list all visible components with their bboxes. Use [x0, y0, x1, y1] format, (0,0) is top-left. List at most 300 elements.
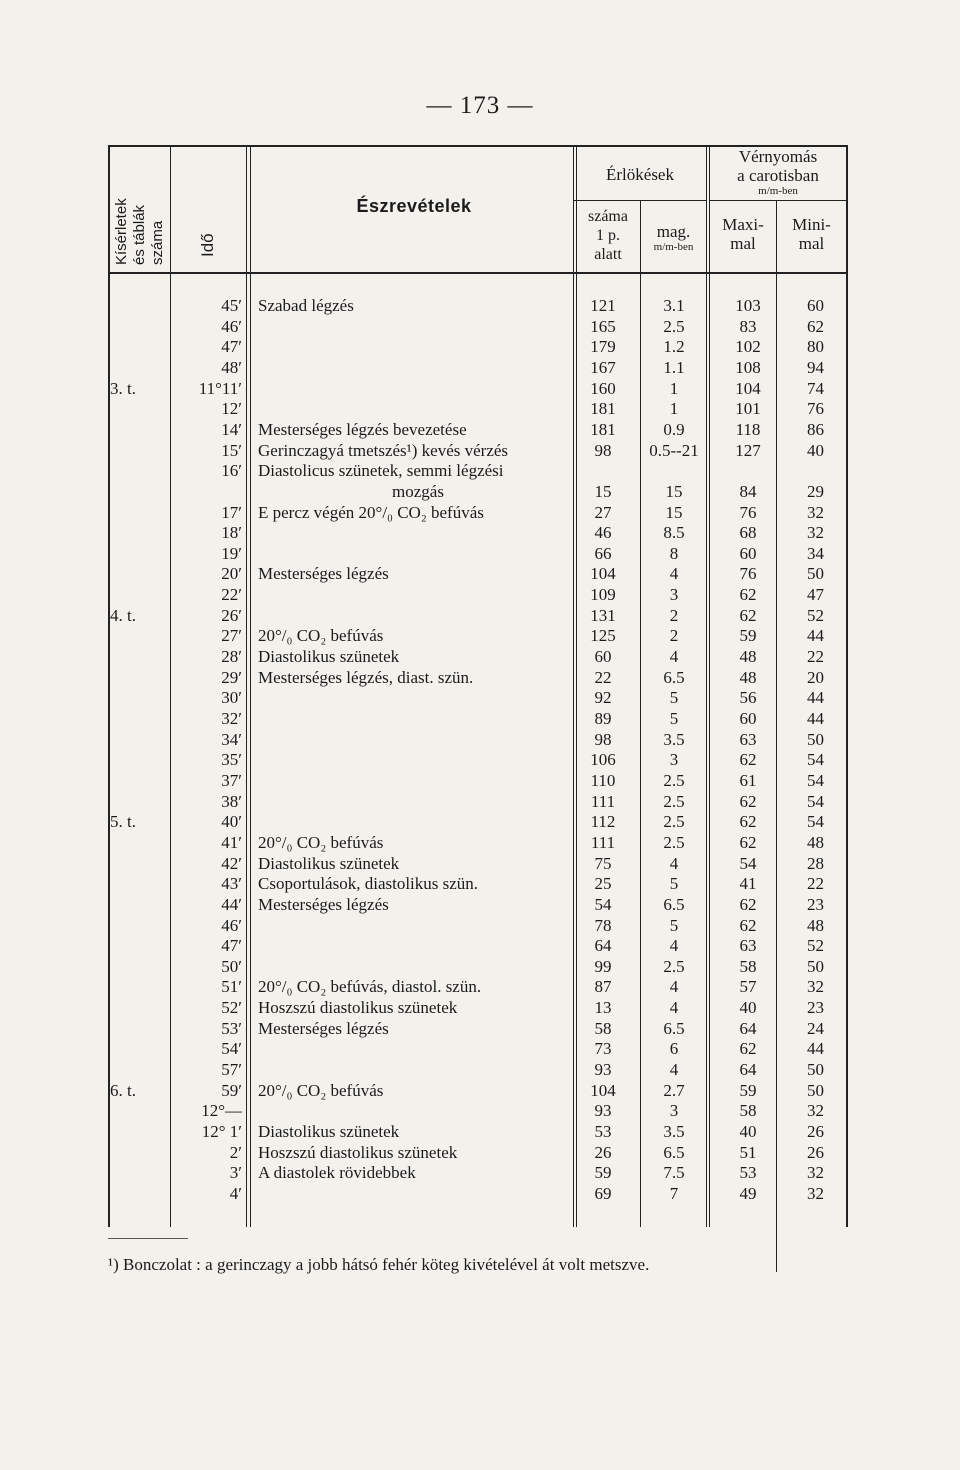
- table-row: [108, 1038, 848, 1059]
- table-row: [108, 873, 848, 894]
- cell-min: 74: [807, 378, 824, 398]
- header-maxi-line2: mal: [730, 234, 756, 253]
- cell-max: 61: [739, 770, 757, 790]
- cell-szam: 64: [594, 936, 612, 956]
- cell-szam: 75: [594, 853, 612, 873]
- cell-ido: 4′: [229, 1183, 242, 1203]
- cell-min: 23: [807, 894, 824, 914]
- cell-max: 101: [735, 399, 761, 419]
- cell-max: 68: [739, 523, 757, 543]
- footnote: ¹) Bonczolat : a gerinczagy a jobb hátsó fehér köteg kivételével át volt metszve.: [108, 1255, 650, 1274]
- table-row: [108, 1018, 848, 1039]
- header-erlokesek: Érlökések: [606, 165, 674, 184]
- table-row: [108, 894, 848, 915]
- cell-min: 47: [807, 585, 824, 605]
- table-row: [108, 997, 848, 1018]
- table-row: [108, 481, 848, 502]
- cell-mag: 3.5: [663, 1122, 685, 1141]
- cell-min: 50: [807, 729, 824, 749]
- cell-ido: 19′: [221, 543, 242, 563]
- cell-mag: 4: [669, 998, 679, 1018]
- table-row: [108, 563, 848, 584]
- cell-mag: 6.5: [663, 667, 685, 687]
- cell-mag: 3: [669, 750, 679, 770]
- header-szama-line3: alatt: [594, 246, 622, 263]
- cell-mag: 6: [669, 1039, 679, 1059]
- cell-min: 24: [807, 1018, 824, 1038]
- subheader-line: [574, 200, 707, 201]
- header-vernyomas-line2: a carotisban: [737, 166, 819, 185]
- cell-szam: 125: [590, 626, 616, 646]
- cell-max: 62: [739, 915, 757, 935]
- cell-max: 62: [739, 791, 757, 811]
- table-row: [108, 1100, 848, 1121]
- cell-szam: 92: [594, 688, 612, 708]
- cell-max: 63: [739, 936, 757, 956]
- cell-mag: 5: [669, 874, 679, 894]
- cell-ido: 46′: [221, 915, 242, 935]
- cell-min: 62: [807, 316, 824, 336]
- cell-ido: 11°11′: [198, 378, 242, 398]
- header-kiserletek-line3: száma: [149, 220, 166, 265]
- table-row: [108, 1059, 848, 1080]
- table-row: [108, 708, 848, 729]
- table-row: [108, 1183, 848, 1204]
- cell-min: 22: [807, 647, 824, 667]
- cell-mag: 6.5: [663, 1018, 685, 1038]
- cell-mag: 2.5: [663, 770, 685, 790]
- cell-mag: 1.2: [663, 337, 685, 357]
- cell-mag: 2.5: [663, 791, 685, 811]
- table-row: [108, 687, 848, 708]
- cell-szam: 46: [594, 523, 612, 543]
- table-row: [108, 1162, 848, 1183]
- cell-obs: mozgás: [392, 481, 444, 501]
- cell-szam: 167: [590, 357, 616, 377]
- cell-szam: 93: [594, 1101, 612, 1121]
- cell-szam: 106: [590, 750, 616, 770]
- cell-szam: 53: [594, 1122, 612, 1141]
- cell-min: 54: [807, 770, 824, 790]
- cell-obs: Mesterséges légzés: [258, 564, 389, 584]
- cell-ido: 14′: [221, 419, 242, 439]
- cell-obs: Mesterséges légzés bevezetése: [258, 419, 467, 439]
- cell-mag: 3: [669, 585, 679, 605]
- cell-kis: 3. t.: [110, 378, 136, 398]
- table-row: [108, 357, 848, 378]
- cell-obs: Hoszszú diastolikus szünetek: [258, 998, 458, 1018]
- cell-max: 51: [739, 1142, 757, 1162]
- cell-max: 40: [739, 998, 757, 1018]
- cell-szam: 104: [590, 564, 616, 584]
- cell-szam: 25: [594, 874, 612, 894]
- cell-min: 28: [807, 853, 824, 873]
- table-row: [108, 460, 848, 481]
- header-vernyomas-line1: Vérnyomás: [738, 147, 818, 166]
- cell-min: 23: [807, 998, 824, 1018]
- table-row: [108, 729, 848, 750]
- cell-mag: 4: [669, 1060, 679, 1080]
- cell-szam: 69: [594, 1183, 612, 1203]
- cell-ido: 37′: [221, 770, 242, 790]
- cell-max: 62: [739, 585, 757, 605]
- cell-obs: Szabad légzés: [258, 296, 354, 315]
- cell-min: 44: [807, 709, 824, 728]
- cell-ido: 50′: [221, 956, 242, 976]
- header-vernyomas-line3: m/m-ben: [758, 185, 798, 197]
- header-mini-line1: Mini-: [792, 215, 831, 234]
- cell-ido: 12° 1′: [201, 1122, 242, 1141]
- cell-ido: 29′: [221, 667, 242, 687]
- cell-max: 59: [739, 1080, 757, 1100]
- header-maxi-line1: Maxi-: [722, 215, 764, 234]
- cell-max: 63: [739, 729, 757, 749]
- table-row: [108, 976, 848, 997]
- table-row: [108, 584, 848, 605]
- cell-szam: 78: [594, 915, 612, 935]
- cell-ido: 34′: [221, 729, 242, 749]
- cell-min: 34: [807, 543, 824, 563]
- cell-min: 29: [807, 481, 824, 501]
- cell-mag: 8: [669, 543, 679, 563]
- cell-obs: A diastolek rövidebbek: [258, 1163, 416, 1183]
- cell-szam: 89: [594, 709, 612, 728]
- cell-ido: 47′: [221, 936, 242, 956]
- cell-min: 44: [807, 626, 824, 646]
- cell-kis: 4. t.: [110, 605, 136, 625]
- cell-mag: 1.1: [663, 357, 685, 377]
- cell-mag: 8.5: [663, 523, 685, 543]
- cell-ido: 12°—: [201, 1101, 242, 1121]
- cell-min: 32: [807, 977, 824, 997]
- cell-szam: 109: [590, 585, 616, 605]
- table-row: [108, 832, 848, 853]
- table-row: [108, 625, 848, 646]
- header-separator: [108, 272, 848, 274]
- cell-min: 44: [807, 688, 824, 708]
- cell-obs: Mesterséges légzés, diast. szün.: [258, 667, 474, 687]
- cell-szam: 131: [590, 605, 616, 625]
- cell-max: 40: [739, 1122, 757, 1141]
- header-kiserletek-line2: és táblák: [131, 204, 148, 265]
- cell-szam: 99: [594, 956, 612, 976]
- cell-szam: 111: [590, 832, 616, 852]
- cell-mag: 4: [669, 936, 679, 956]
- cell-obs: E percz végén 20°/₀ CO₂ befúvás: [258, 502, 484, 522]
- cell-szam: 93: [594, 1060, 612, 1080]
- cell-mag: 7: [669, 1183, 679, 1203]
- cell-szam: 179: [590, 337, 616, 357]
- cell-min: 52: [807, 605, 824, 625]
- table-row: [108, 605, 848, 626]
- cell-mag: 0.5--21: [649, 440, 699, 460]
- cell-szam: 60: [594, 647, 612, 667]
- cell-mag: 5: [669, 688, 679, 708]
- cell-max: 49: [739, 1183, 757, 1203]
- cell-obs: Hoszszú diastolikus szünetek: [258, 1142, 458, 1162]
- cell-obs: Diastolikus szünetek: [258, 853, 400, 873]
- cell-max: 59: [739, 626, 757, 646]
- header-mag: [641, 222, 706, 254]
- cell-mag: 3: [669, 1101, 679, 1121]
- cell-ido: 22′: [221, 585, 242, 605]
- cell-mag: 0.9: [663, 419, 685, 439]
- cell-min: 54: [807, 812, 824, 832]
- cell-mag: 2: [669, 626, 679, 646]
- header-szama: [576, 207, 640, 264]
- cell-kis: 6. t.: [110, 1080, 136, 1100]
- cell-ido: 17′: [221, 502, 242, 522]
- cell-szam: 66: [594, 543, 612, 563]
- cell-obs: Mesterséges légzés: [258, 894, 389, 914]
- cell-szam: 160: [590, 378, 616, 398]
- cell-max: 83: [739, 316, 757, 336]
- header-szama-line1: száma: [588, 208, 628, 225]
- cell-ido: 2′: [229, 1142, 242, 1162]
- cell-obs: Mesterséges légzés: [258, 1018, 389, 1038]
- cell-max: 64: [739, 1018, 757, 1038]
- cell-max: 62: [739, 812, 757, 832]
- cell-mag: 5: [669, 915, 679, 935]
- cell-ido: 40′: [221, 812, 242, 832]
- cell-ido: 57′: [221, 1060, 242, 1080]
- table-row: [108, 1121, 848, 1142]
- cell-szam: 104: [590, 1080, 616, 1100]
- cell-min: 26: [807, 1122, 824, 1141]
- cell-obs: Csoportulások, diastolikus szün.: [258, 874, 479, 894]
- table-row: [108, 1142, 848, 1163]
- cell-min: 26: [807, 1142, 824, 1162]
- cell-min: 86: [807, 419, 824, 439]
- cell-mag: 4: [669, 647, 679, 667]
- table-row: [108, 667, 848, 688]
- cell-szam: 181: [590, 399, 616, 419]
- cell-obs: Gerinczagyá tmetszés¹) kevés vérzés: [258, 440, 509, 460]
- table-row: [108, 316, 848, 337]
- cell-min: 44: [807, 1039, 824, 1059]
- cell-mag: 4: [669, 853, 679, 873]
- cell-mag: 6.5: [663, 1142, 685, 1162]
- cell-min: 32: [807, 1183, 824, 1203]
- cell-ido: 35′: [221, 750, 242, 770]
- table-row: [108, 440, 848, 461]
- cell-max: 62: [739, 605, 757, 625]
- table-row: [108, 956, 848, 977]
- cell-max: 56: [739, 688, 757, 708]
- header-maximal: [710, 215, 776, 253]
- cell-ido: 47′: [221, 337, 242, 357]
- cell-min: 32: [807, 1163, 824, 1183]
- cell-ido: 42′: [221, 853, 242, 873]
- header-kiserletek-line1: Kísérletek: [113, 198, 130, 265]
- cell-max: 60: [739, 543, 757, 563]
- cell-ido: 48′: [221, 357, 242, 377]
- cell-min: 52: [807, 936, 824, 956]
- cell-mag: 3.1: [663, 296, 685, 315]
- cell-max: 57: [739, 977, 757, 997]
- cell-kis: 5. t.: [110, 812, 136, 832]
- cell-ido: 3′: [229, 1163, 242, 1183]
- cell-max: 62: [739, 1039, 757, 1059]
- cell-szam: 15: [594, 481, 612, 501]
- cell-min: 48: [807, 915, 824, 935]
- cell-min: 22: [807, 874, 824, 894]
- cell-min: 50: [807, 564, 824, 584]
- cell-min: 40: [807, 440, 824, 460]
- cell-min: 94: [807, 357, 824, 377]
- cell-mag: 2.5: [663, 316, 685, 336]
- cell-ido: 12′: [221, 399, 242, 419]
- header-eszrevetelek: Észrevételek: [356, 196, 472, 216]
- footnote-rule: [108, 1238, 188, 1239]
- cell-max: 58: [739, 1101, 757, 1121]
- cell-min: 32: [807, 502, 824, 522]
- page-number: — 173 —: [426, 92, 534, 119]
- table-row: [108, 1080, 848, 1101]
- table-row: [108, 295, 848, 316]
- table-row: [108, 543, 848, 564]
- table-row: [108, 502, 848, 523]
- cell-mag: 5: [669, 709, 679, 728]
- cell-min: 20: [807, 667, 824, 687]
- cell-max: 62: [739, 832, 757, 852]
- header-mag-line1: mag.: [656, 222, 691, 241]
- cell-szam: 22: [594, 667, 612, 687]
- cell-szam: 73: [594, 1039, 612, 1059]
- cell-max: 48: [739, 667, 757, 687]
- cell-mag: 2.7: [663, 1080, 685, 1100]
- cell-max: 62: [739, 750, 757, 770]
- cell-mag: 7.5: [663, 1163, 685, 1183]
- cell-ido: 44′: [221, 894, 242, 914]
- cell-max: 58: [739, 956, 757, 976]
- table-row: [108, 935, 848, 956]
- cell-szam: 121: [590, 296, 616, 315]
- cell-max: 84: [739, 481, 757, 501]
- cell-ido: 32′: [221, 709, 242, 728]
- cell-ido: 51′: [221, 977, 242, 997]
- table-row: [108, 915, 848, 936]
- cell-szam: 111: [590, 791, 616, 811]
- cell-ido: 15′: [221, 440, 242, 460]
- cell-max: 104: [735, 378, 761, 398]
- header-minimal: [777, 215, 846, 253]
- cell-ido: 59′: [221, 1080, 242, 1100]
- cell-max: 76: [739, 564, 757, 584]
- table-row: [108, 811, 848, 832]
- cell-mag: 3.5: [663, 729, 685, 749]
- cell-ido: 18′: [221, 523, 242, 543]
- cell-szam: 87: [594, 977, 612, 997]
- cell-mag: 4: [669, 977, 679, 997]
- cell-ido: 26′: [221, 605, 242, 625]
- table-row: [108, 398, 848, 419]
- cell-max: 127: [735, 440, 761, 460]
- cell-ido: 41′: [221, 832, 242, 852]
- cell-min: 50: [807, 956, 824, 976]
- cell-ido: 20′: [221, 564, 242, 584]
- cell-szam: 13: [594, 998, 612, 1018]
- header-mini-line2: mal: [798, 234, 825, 253]
- cell-mag: 15: [665, 481, 683, 501]
- cell-szam: 59: [594, 1163, 612, 1183]
- cell-obs: Diastolikus szünetek: [258, 647, 400, 667]
- cell-max: 54: [739, 853, 757, 873]
- cell-ido: 52′: [221, 998, 242, 1018]
- cell-ido: 53′: [221, 1018, 242, 1038]
- cell-mag: 4: [669, 564, 679, 584]
- cell-ido: 38′: [221, 791, 242, 811]
- cell-min: 76: [807, 399, 824, 419]
- table-row: [108, 378, 848, 399]
- cell-szam: 98: [594, 440, 612, 460]
- cell-mag: 2.5: [663, 812, 685, 832]
- cell-szam: 165: [590, 316, 616, 336]
- cell-mag: 2: [669, 605, 679, 625]
- cell-max: 118: [735, 419, 761, 439]
- cell-ido: 45′: [221, 296, 242, 315]
- table-row: [108, 770, 848, 791]
- cell-mag: 2.5: [663, 832, 685, 852]
- cell-min: 32: [807, 523, 824, 543]
- table-row: [108, 749, 848, 770]
- header-vernyomas: [710, 147, 846, 198]
- cell-max: 41: [739, 874, 757, 894]
- cell-min: 54: [807, 750, 824, 770]
- cell-obs: 20°/₀ CO₂ befúvás, diastol. szün.: [258, 977, 482, 997]
- header-mag-line2: m/m-ben: [653, 241, 694, 253]
- cell-szam: 112: [590, 812, 616, 832]
- cell-mag: 1: [669, 378, 679, 398]
- cell-obs: Diastolicus szünetek, semmi légzési: [258, 461, 504, 481]
- cell-min: 50: [807, 1080, 824, 1100]
- cell-max: 53: [739, 1163, 757, 1183]
- cell-min: 54: [807, 791, 824, 811]
- cell-szam: 54: [594, 894, 612, 914]
- cell-obs: 20°/₀ CO₂ befúvás: [258, 1080, 384, 1100]
- cell-obs: 20°/₀ CO₂ befúvás: [258, 626, 384, 646]
- cell-ido: 54′: [221, 1039, 242, 1059]
- cell-mag: 6.5: [663, 894, 685, 914]
- cell-max: 102: [735, 337, 761, 357]
- cell-max: 64: [739, 1060, 757, 1080]
- header-szama-line2: 1 p.: [596, 227, 620, 244]
- cell-max: 60: [739, 709, 757, 728]
- cell-max: 76: [739, 502, 757, 522]
- table-row: [108, 646, 848, 667]
- cell-ido: 30′: [221, 688, 242, 708]
- cell-max: 103: [735, 296, 761, 315]
- data-table: [108, 145, 848, 1227]
- cell-min: 32: [807, 1101, 824, 1121]
- cell-min: 80: [807, 337, 824, 357]
- table-row: [108, 522, 848, 543]
- cell-ido: 28′: [221, 647, 242, 667]
- cell-obs: Diastolikus szünetek: [258, 1122, 400, 1141]
- cell-max: 62: [739, 894, 757, 914]
- table-row: [108, 336, 848, 357]
- cell-ido: 27′: [221, 626, 242, 646]
- cell-min: 48: [807, 832, 824, 852]
- subheader-line: [709, 200, 847, 201]
- cell-max: 108: [735, 357, 761, 377]
- cell-szam: 26: [594, 1142, 612, 1162]
- table-row: [108, 853, 848, 874]
- cell-szam: 98: [594, 729, 612, 749]
- cell-szam: 27: [594, 502, 612, 522]
- cell-szam: 58: [594, 1018, 612, 1038]
- cell-mag: 2.5: [663, 956, 685, 976]
